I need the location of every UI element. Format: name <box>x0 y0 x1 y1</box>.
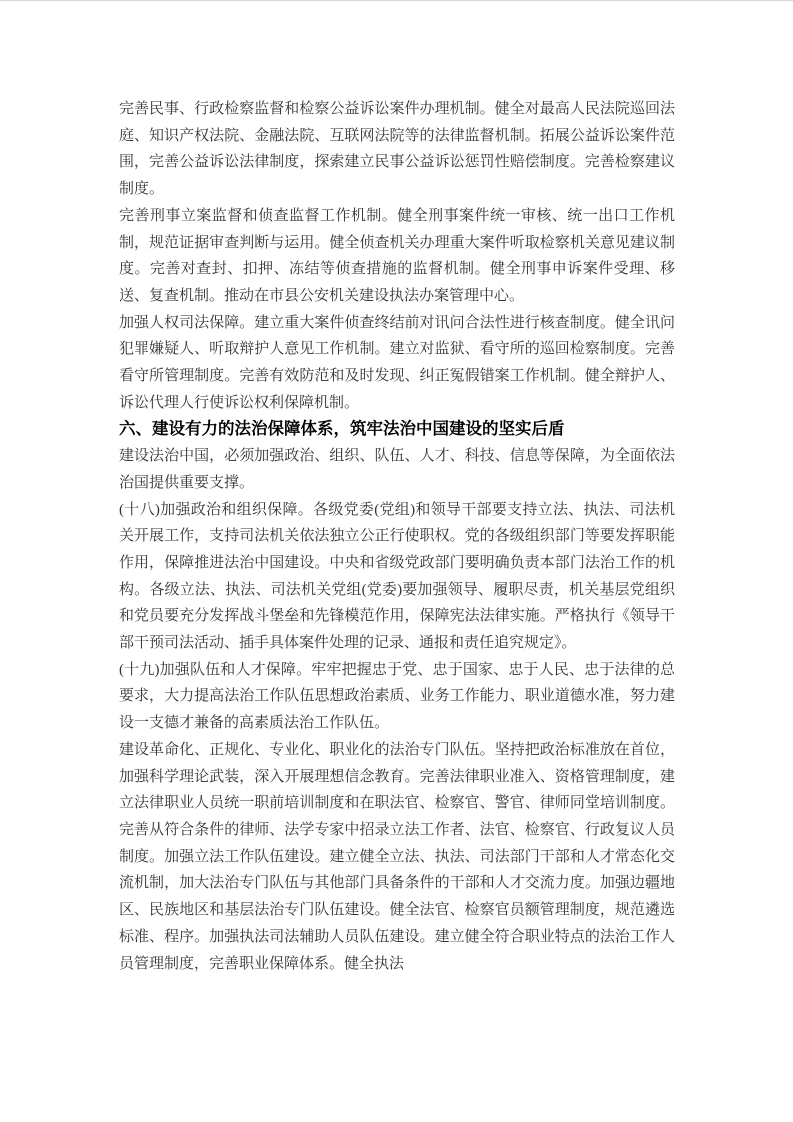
paragraph-procuratorial-case-handling: 完善民事、行政检察监督和检察公益诉讼案件办理机制。健全对最高人民法院巡回法庭、知识产权法院、金融法院、互联网法院等的法律监督机制。拓展公益诉讼案件范围，完善公益诉讼法律制度，探索建立民事公益诉讼惩罚性赔偿制度。完善检察建议制度。 <box>119 101 675 198</box>
paragraph-rule-of-law-china-support: 建设法治中国，必须加强政治、组织、队伍、人才、科技、信息等保障，为全面依法治国提供重要支撑。 <box>119 448 675 491</box>
section-heading-six: 六、建设有力的法治保障体系，筑牢法治中国建设的坚实后盾 <box>119 420 565 439</box>
paragraph-criminal-filing-supervision: 完善刑事立案监督和侦查监督工作机制。健全刑事案件统一审核、统一出口工作机制，规范证据审查判断与运用。健全侦查机关办理重大案件听取检察机关意见建议制度。完善对查封、扣押、冻结等侦查措施的监督机制。健全刑事申诉案件受理、移送、复查机制。推动在市县公安机关建设执法办案管理中心。 <box>119 207 675 304</box>
paragraph-19-team-talent-guarantee: (十九)加强队伍和人才保障。牢牢把握忠于党、忠于国家、忠于人民、忠于法律的总要求，大力提高法治工作队伍思想政治素质、业务工作能力、职业道德水准，努力建设一支德才兼备的高素质法治工作队伍。 <box>119 661 675 732</box>
page-top-edge <box>0 0 793 1</box>
paragraph-professional-legal-workforce: 建设革命化、正规化、专业化、职业化的法治专门队伍。坚持把政治标准放在首位，加强科学理论武装，深入开展理想信念教育。完善法律职业准入、资格管理制度，建立法律职业人员统一职前培训制度和在职法官、检察官、警官、律师同堂培训制度。完善从符合条件的律师、法学专家中招录立法工作者、法官、检察官、行政复议人员制度。加强立法工作队伍建设。建立健全立法、执法、司法部门干部和人才常态化交流机制，加大法治专门队伍与其他部门具备条件的干部和人才交流力度。加强边疆地区、民族地区和基层法治专门队伍建设。健全法官、检察官员额管理制度，规范遴选标准、程序。加强执法司法辅助人员队伍建设。建立健全符合职业特点的法治工作人员管理制度，完善职业保障体系。健全执法 <box>119 741 675 972</box>
paragraph-human-rights-judicial-protection: 加强人权司法保障。建立重大案件侦查终结前对讯问合法性进行核查制度。健全讯问犯罪嫌疑人、听取辩护人意见工作机制。建立对监狱、看守所的巡回检察制度。完善看守所管理制度。完善有效防范和及时发现、纠正冤假错案工作机制。健全辩护人、诉讼代理人行使诉讼权利保障机制。 <box>119 314 675 411</box>
paragraph-18-political-organizational-guarantee: (十八)加强政治和组织保障。各级党委(党组)和领导干部要支持立法、执法、司法机关开展工作，支持司法机关依法独立公正行使职权。党的各级组织部门等要发挥职能作用，保障推进法治中国建设。中央和省级党政部门要明确负责本部门法治工作的机构。各级立法、执法、司法机关党组(党委)要加强领导、履职尽责，机关基层党组织和党员要充分发挥战斗堡垒和先锋模范作用，保障宪法法律实施。严格执行《领导干部干预司法活动、插手具体案件处理的记录、通报和责任追究规定》。 <box>119 501 675 652</box>
